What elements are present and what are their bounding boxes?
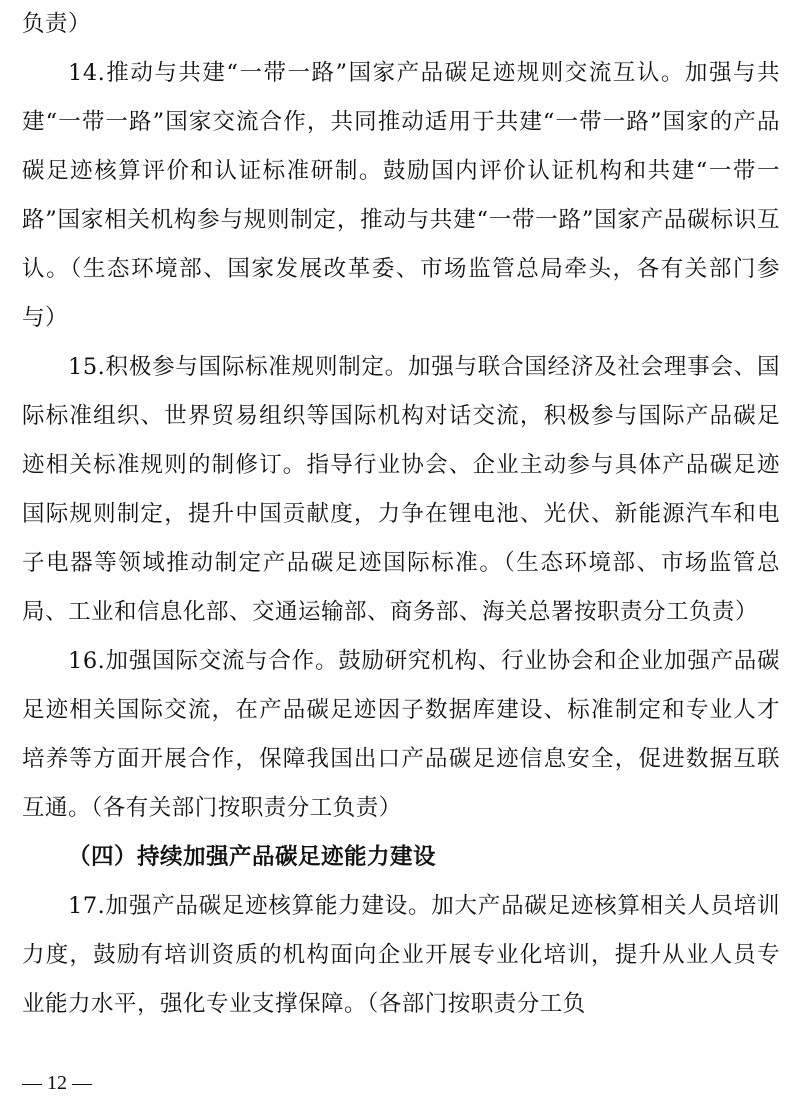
- paragraph-15: 15.积极参与国际标准规则制定。加强与联合国经济及社会理事会、国际标准组织、世界贸易组织等国际机构对话交流，积极参与国际产品碳足迹相关标准规则的制修订。指导行业协会、企业主动参与具体产品碳足迹国际规则制定，提升中国贡献度，力争在锂电池、光伏、新能源汽车和电子电器等领域推动制定产品碳足迹国际标准。（生态环境部、市场监管总局、工业和信息化部、交通运输部、商务部、海关总署按职责分工负责）: [22, 354, 780, 625]
- section-heading: （四）持续加强产品碳足迹能力建设: [68, 844, 437, 870]
- paragraph-14: 14.推动与共建“一带一路”国家产品碳足迹规则交流互认。加强与共建“一带一路”国家交流合作，共同推动适用于共建“一带一路”国家的产品碳足迹核算评价和认证标准研制。鼓励国内评价认证机构和共建“一带一路”国家相关机构参与规则制定，推动与共建“一带一路”国家产品碳标识互认。（生态环境部、国家发展改革委、市场监管总局牵头，各有关部门参与）: [22, 60, 780, 331]
- paragraph-16: 16.加强国际交流与合作。鼓励研究机构、行业协会和企业加强产品碳足迹相关国际交流，在产品碳足迹因子数据库建设、标准制定和专业人才培养等方面开展合作，保障我国出口产品碳足迹信息安全，促进数据互联互通。（各有关部门按职责分工负责）: [22, 648, 780, 821]
- document-body: [22, 0, 780, 1029]
- page-number: — 12 —: [22, 1072, 92, 1094]
- continuation-text: 负责）: [22, 11, 92, 37]
- paragraph-17: 17.加强产品碳足迹核算能力建设。加大产品碳足迹核算相关人员培训力度，鼓励有培训资质的机构面向企业开展专业化培训，提升从业人员专业能力水平，强化专业支撑保障。（各部门按职责分工负: [22, 893, 780, 1017]
